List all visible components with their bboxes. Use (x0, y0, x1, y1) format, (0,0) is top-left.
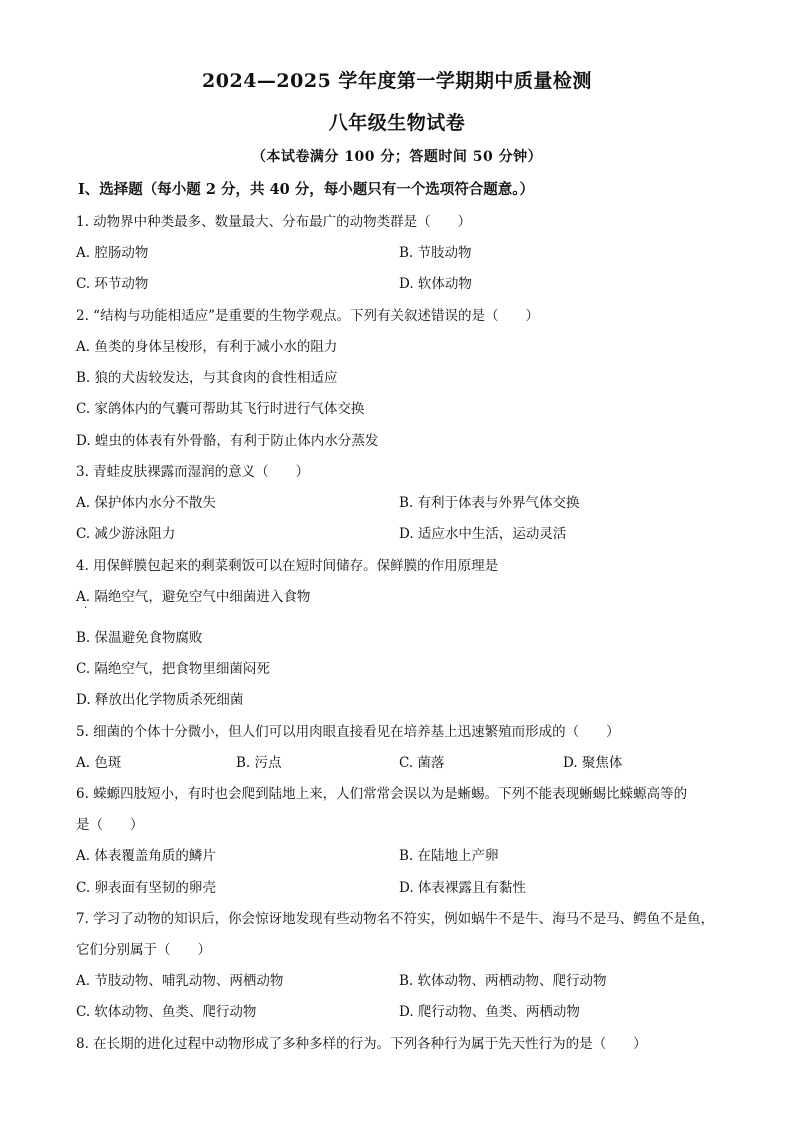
question-6-option-c: C. 卵表面有坚韧的卵壳 (76, 880, 216, 896)
question-4-option-d: D. 释放出化学物质杀死细菌 (76, 692, 244, 708)
question-2-stem: 2. “结构与功能相适应”是重要的生物学观点。下列有关叙述错误的是（ ） (76, 308, 539, 324)
question-2-option-d: D. 蝗虫的体表有外骨骼，有利于防止体内水分蒸发 (76, 433, 379, 449)
question-3-option-b: B. 有利于体表与外界气体交换 (399, 495, 580, 511)
question-4-option-b: B. 保温避免食物腐败 (76, 630, 203, 646)
question-5-option-c: C. 菌落 (399, 755, 445, 771)
question-8-stem: 8. 在长期的进化过程中动物形成了多种多样的行为。下列各种行为属于先天性行为的是（ ） (76, 1036, 647, 1052)
question-1-stem: 1. 动物界中种类最多、数量最大、分布最广的动物类群是（ ） (76, 214, 472, 230)
question-6-stem: 6. 蝾螈四肢短小，有时也会爬到陆地上来，人们常常会误以为是蜥蜴。下列不能表现蜥蜴比蝾螈高等的 (76, 786, 688, 802)
question-2-option-c: C. 家鸽体内的气囊可帮助其飞行时进行气体交换 (76, 401, 365, 417)
question-4-option-a: A. 隔绝空气，避免空气中细菌进入食物 (76, 589, 311, 605)
question-6-option-d: D. 体表裸露且有黏性 (399, 880, 526, 896)
question-6-stem-continued: 是（ ） (76, 817, 144, 833)
question-1-option-a: A. 腔肠动物 (76, 245, 149, 261)
question-2-option-a: A. 鱼类的身体呈梭形，有利于减小水的阻力 (76, 339, 338, 355)
question-3-option-a: A. 保护体内水分不散失 (76, 495, 216, 511)
question-5-option-b: B. 污点 (236, 755, 282, 771)
question-5-option-d: D. 聚焦体 (563, 755, 623, 771)
question-7-stem-continued: 它们分别属于（ ） (76, 942, 211, 958)
question-3-option-c: C. 减少游泳阻力 (76, 526, 176, 542)
question-2-option-b: B. 狼的犬齿较发达，与其食肉的食性相适应 (76, 370, 338, 386)
question-7-option-b: B. 软体动物、两栖动物、爬行动物 (399, 973, 607, 989)
question-4-stem: 4. 用保鲜膜包起来的剩菜剩饭可以在短时间储存。保鲜膜的作用原理是 (76, 558, 499, 574)
question-4-option-c: C. 隔绝空气，把食物里细菌闷死 (76, 661, 270, 677)
section-heading: Ⅰ、选择题（每小题 2 分，共 40 分，每小题只有一个选项符合题意。） (78, 181, 534, 198)
question-5-stem: 5. 细菌的个体十分微小，但人们可以用肉眼直接看见在培养基上迅速繁殖而形成的（ ） (76, 724, 620, 740)
exam-note: （本试卷满分 100 分；答题时间 50 分钟） (251, 149, 543, 165)
question-1-option-c: C. 环节动物 (76, 276, 149, 292)
question-1-option-b: B. 节肢动物 (399, 245, 472, 261)
question-7-option-a: A. 节肢动物、哺乳动物、两栖动物 (76, 973, 284, 989)
question-3-stem: 3. 青蛙皮肤裸露而湿润的意义（ ） (76, 464, 310, 480)
exam-title: 2024—2025 学年度第一学期期中质量检测 (202, 70, 592, 92)
question-1-option-d: D. 软体动物 (399, 276, 472, 292)
question-7-option-c: C. 软体动物、鱼类、爬行动物 (76, 1004, 257, 1020)
question-5-option-a: A. 色斑 (76, 755, 122, 771)
question-6-option-a: A. 体表覆盖角质的鳞片 (76, 848, 216, 864)
question-7-stem: 7. 学习了动物的知识后，你会惊讶地发现有些动物名不符实，例如蜗牛不是牛、海马不是马、鳄鱼不是鱼， (76, 911, 715, 927)
question-3-option-d: D. 适应水中生活，运动灵活 (399, 526, 567, 542)
question-6-option-b: B. 在陆地上产卵 (399, 848, 499, 864)
stray-dot-mark: · (84, 603, 88, 614)
exam-subtitle: 八年级生物试卷 (328, 112, 466, 134)
question-7-option-d: D. 爬行动物、鱼类、两栖动物 (399, 1004, 580, 1020)
